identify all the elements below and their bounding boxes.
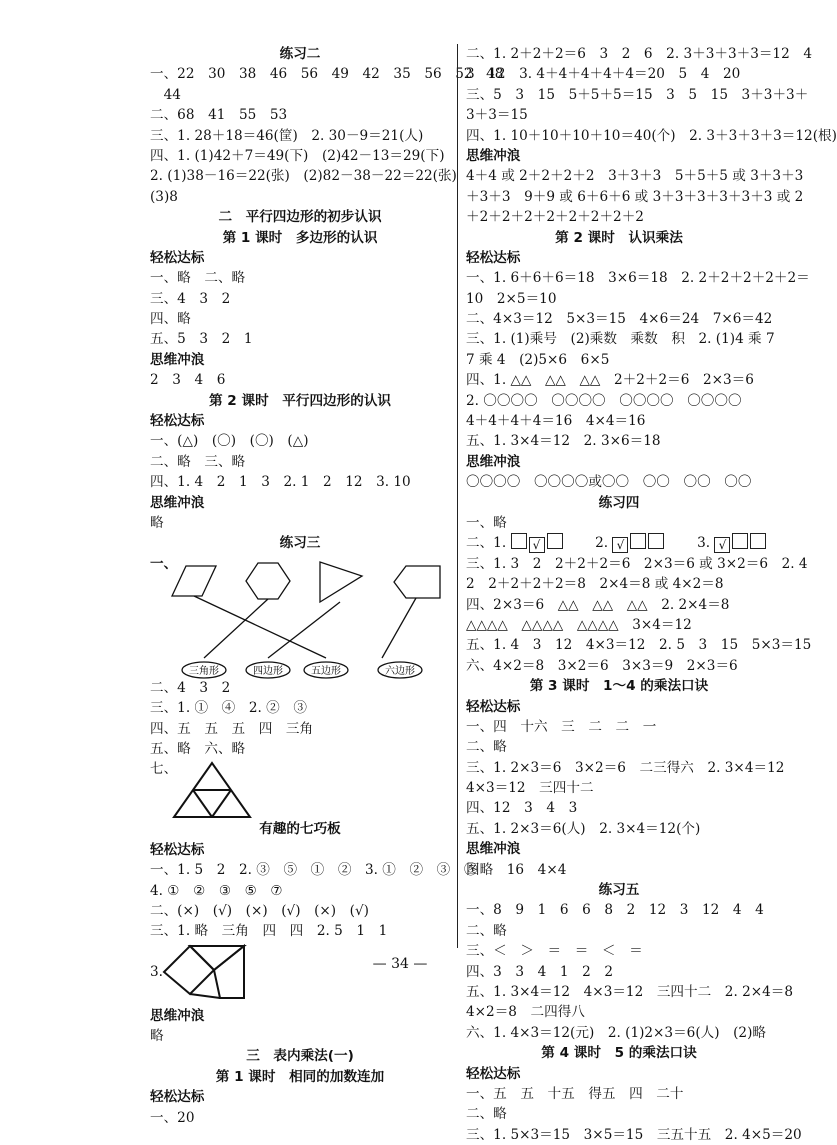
subheading: 思维冲浪: [150, 351, 205, 368]
answer-line: 44: [150, 86, 181, 103]
answer-line: 2. (1)38－16＝22(张) (2)82－38－22＝22(张): [150, 168, 457, 185]
answer-line: 4×3＝12 三四十二: [466, 780, 594, 797]
page-number: — 34 —: [372, 956, 428, 972]
pentagon-shape: [394, 566, 440, 598]
answer-line: 三、1. 2×3＝6 3×2＝6 二三得六 2. 3×4＝12: [466, 759, 785, 776]
right-column: [466, 44, 837, 1145]
answer-line: 二、(×) (√) (×) (√) (×) (√): [150, 902, 369, 919]
answer-line: 六、4×2＝8 3×2＝6 3×3＝9 2×3＝6: [466, 657, 738, 674]
lesson-title: 第 1 课时 相同的加数连加: [215, 1068, 385, 1085]
answer-line: 二、略: [466, 739, 507, 756]
shape-label: 五边形: [311, 665, 341, 677]
answer-line: 二、4×3＝12 5×3＝15 4×6＝24 7×6＝42: [466, 311, 773, 328]
answer-box-checked: √: [529, 537, 545, 553]
answer-line: 〇〇〇〇 〇〇〇〇或〇〇 〇〇 〇〇 〇〇: [466, 474, 752, 491]
answer-line: 10 2×5＝10: [466, 290, 557, 307]
answer-line: 4. ① ② ③ ⑤ ⑦: [150, 882, 283, 899]
subheading: 思维冲浪: [466, 453, 521, 470]
triangle-diagram: [150, 759, 450, 819]
section-title: 练习四: [598, 494, 640, 511]
answer-line: 五、略 六、略: [150, 740, 246, 757]
answer-line: 一、(△) (〇) (〇) (△): [150, 433, 309, 450]
answer-line: 三、1. 28＋18＝46(筐) 2. 30－9＝21(人): [150, 127, 424, 144]
answer-line: ＋3＋3 9＋9 或 6＋6＋6 或 3＋3＋3＋3＋3＋3 或 2: [466, 188, 804, 205]
answer-line: 一、8 9 1 6 6 8 2 12 3 12 4 4: [466, 902, 764, 919]
answer-line: 五、5 3 2 1: [150, 331, 253, 348]
answer-box: [511, 533, 527, 549]
answer-line: 五、1. 3×4＝12 2. 3×6＝18: [466, 433, 661, 450]
answer-line: 三、1. 5×3＝15 3×5＝15 三五十五 2. 4×5＝20: [466, 1126, 802, 1143]
subheading: 轻松达标: [150, 249, 205, 266]
answer-line: 一、四 十六 三 二 二 一: [466, 718, 657, 735]
subheading: 思维冲浪: [150, 494, 205, 511]
answer-line: 4＋4＋4＋4＝16 4×4＝16: [466, 413, 646, 430]
question-label: 一、: [150, 555, 178, 572]
answer-box: [630, 533, 646, 549]
answer-line: 略: [150, 1028, 164, 1045]
triangle-figure: [150, 759, 450, 819]
subheading: 轻松达标: [466, 698, 521, 715]
answer-line: 六、1. 4×3＝12(元) 2. (1)2×3＝6(人) (2)略: [466, 1024, 766, 1041]
subheading: 轻松达标: [466, 249, 521, 266]
answer-line: 五、1. 4 3 12 4×3＝12 2. 5 3 15 5×3＝15: [466, 637, 812, 654]
shape-label: 三角形: [189, 665, 219, 677]
subheading: 轻松达标: [150, 413, 205, 430]
subheading: 思维冲浪: [466, 147, 521, 164]
subheading: 轻松达标: [150, 1089, 205, 1106]
answer-line: △△△△ △△△△ △△△△ 3×4＝12: [466, 616, 692, 633]
answer-line: 三、1. 略 三角 四 四 2. 5 1 1: [150, 923, 388, 940]
lesson-title: 第 2 课时 认识乘法: [555, 229, 683, 246]
answer-box: [750, 533, 766, 549]
answer-line: 三、1. 3 2 2＋2＋2＝6 2×3＝6 或 3×2＝6 2. 4: [466, 555, 808, 572]
answer-line: 四、12 3 4 3: [466, 800, 578, 817]
answer-line: 一、略 二、略: [150, 270, 246, 287]
answer-line: 二、略 三、略: [150, 453, 246, 470]
question-label: 2.: [595, 535, 609, 552]
answer-line: 三、＜ ＞ ＝ ＝ ＜ ＝: [466, 943, 643, 960]
subheading: 轻松达标: [466, 1065, 521, 1082]
answer-line: 二、略: [466, 1106, 507, 1123]
unit-title: 二 平行四边形的初步认识: [218, 209, 382, 226]
answer-box-checked: √: [612, 537, 628, 553]
subheading: 轻松达标: [150, 841, 205, 858]
answer-box: [732, 533, 748, 549]
answer-line: 三、5 3 15 5＋5＋5＝15 3 5 15 3＋3＋3＋: [466, 86, 809, 103]
lesson-title: 第 1 课时 多边形的认识: [222, 229, 378, 246]
answer-line: 二、4 3 2: [150, 679, 231, 696]
lesson-title: 第 3 课时 1～4 的乘法口诀: [529, 678, 709, 695]
answer-line: 三、4 3 2: [150, 290, 231, 307]
question-label: 3.: [150, 963, 163, 980]
answer-line: 二、1. 2＋2＋2＝6 3 2 6 2. 3＋3＋3＋3＝12 4: [466, 46, 812, 62]
answer-line: 四、1. 10＋10＋10＋10＝40(个) 2. 3＋3＋3＋3＝12(根): [466, 127, 837, 144]
answer-line: 2 3 4 6: [150, 372, 226, 389]
answer-line: 3＋3＝15: [466, 107, 528, 124]
question-label: 七、: [150, 761, 178, 778]
answer-line: 二、68 41 55 53: [150, 107, 288, 124]
shape-matching-figure: [150, 554, 450, 678]
parallelogram-shape: [172, 566, 216, 596]
unit-title: 三 表内乘法(一): [246, 1048, 354, 1065]
answer-line: 一、1. 5 2 2. ③ ⑤ ① ② 3. ① ② ③ ⑤: [150, 862, 478, 879]
answer-line: 一、五 五 十五 得五 四 二十: [466, 1085, 684, 1102]
answer-line: 4×2＝8 二四得八: [466, 1004, 585, 1021]
section-title: 有趣的七巧板: [259, 821, 341, 838]
answer-line: 四、略: [150, 311, 191, 328]
answer-line: 一、1. 6＋6＋6＝18 3×6＝18 2. 2＋2＋2＋2＋2＝: [466, 270, 810, 287]
section-title: 练习二: [279, 46, 321, 62]
answer-line: 4＋4 或 2＋2＋2＋2 3＋3＋3 5＋5＋5 或 3＋3＋3: [466, 168, 804, 185]
answer-line: 2 2＋2＋2＋2＝8 2×4＝8 或 4×2＝8: [466, 576, 724, 593]
tangram-figure: [150, 942, 450, 1006]
section-title: 练习三: [279, 535, 321, 552]
answer-box: [547, 533, 563, 549]
shape-label: 六边形: [385, 665, 415, 677]
lesson-title: 第 2 课时 平行四边形的认识: [208, 392, 392, 409]
answer-line: 一、略: [466, 514, 507, 531]
answer-line: 四、五 五 五 四 三角: [150, 720, 314, 737]
answer-line: 7 乘 4 (2)5×6 6×5: [466, 351, 610, 368]
answer-line: 三、1. ① ④ 2. ② ③: [150, 700, 307, 717]
matching-diagram: [150, 554, 450, 678]
answer-line: 一、22 30 38 46 56 49 42 35 56 52 48: [150, 66, 504, 83]
answer-line: 2. 〇〇〇〇 〇〇〇〇 〇〇〇〇 〇〇〇〇: [466, 392, 742, 409]
answer-line: (3)8: [150, 188, 178, 205]
answer-line: 三、1. (1)乘号 (2)乘数 乘数 积 2. (1)4 乘 7: [466, 331, 775, 348]
question-label: 二、1.: [466, 535, 507, 552]
answer-box-checked: √: [714, 537, 730, 553]
answer-line: 五、1. 3×4＝12 4×3＝12 三四十二 2. 2×4＝8: [466, 983, 794, 1000]
answer-line: 四、1. △△ △△ △△ 2＋2＋2＝6 2×3＝6: [466, 372, 754, 389]
answer-box: [648, 533, 664, 549]
answer-line: 一、20: [150, 1109, 195, 1126]
section-title: 练习五: [598, 882, 640, 899]
tangram-diagram: [150, 942, 450, 1006]
question-label: 3.: [697, 535, 711, 552]
answer-line: 图略 16 4×4: [466, 861, 567, 878]
triangle-shape: [320, 562, 362, 602]
lesson-title: 第 4 课时 5 的乘法口诀: [541, 1045, 697, 1062]
answer-line: 四、1. 4 2 1 3 2. 1 2 12 3. 10: [150, 474, 411, 491]
hexagon-shape: [246, 563, 290, 599]
subheading: 思维冲浪: [466, 841, 521, 858]
answer-line: 四、1. (1)42＋7＝49(下) (2)42－13＝29(下): [150, 147, 445, 164]
shape-label: 四边形: [253, 665, 283, 677]
subheading: 思维冲浪: [150, 1007, 205, 1024]
answer-line: 略: [150, 514, 164, 531]
answer-line: 五、1. 2×3＝6(人) 2. 3×4＝12(个): [466, 820, 701, 837]
answer-line: 四、2×3＝6 △△ △△ △△ 2. 2×4＝8: [466, 596, 730, 613]
checkbox-answer-line: [466, 533, 772, 553]
answer-line: 二、略: [466, 922, 507, 939]
answer-line: ＋2＋2＋2＋2＋2＋2＋2＋2: [466, 209, 644, 226]
answer-line: 3 12 3. 4＋4＋4＋4＋4＝20 5 4 20: [466, 66, 741, 83]
answer-line: 四、3 3 4 1 2 2: [466, 963, 614, 980]
column-divider: [457, 44, 458, 948]
